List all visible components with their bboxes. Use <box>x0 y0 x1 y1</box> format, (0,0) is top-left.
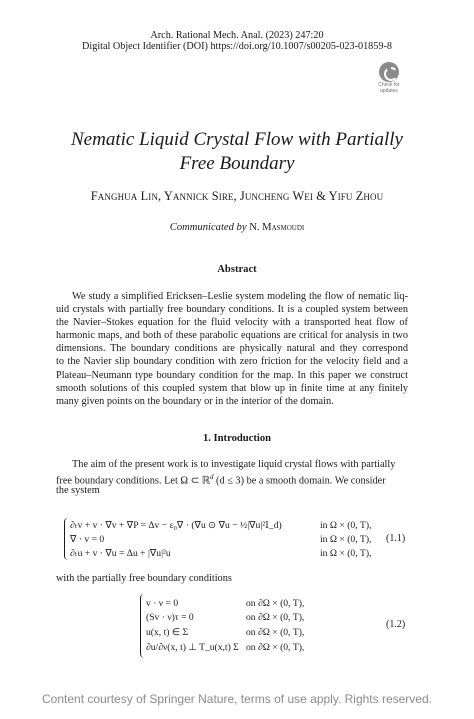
intro-line: free boundary conditions. Let Ω ⊂ ℝ$^d$ (d ≤ 3) be a smooth domain. We consider <box>56 473 386 487</box>
abstract-line: dimensions. The boundary conditions are physically natural and they correspond <box>56 343 408 355</box>
equation-domain: in Ω × (0, T), <box>320 548 372 559</box>
abstract-line: We study a simplified Ericksen–Leslie system modeling the flow of nematic liq- <box>72 291 408 302</box>
check-for-updates-icon <box>379 62 399 82</box>
abstract-line: many given points on the boundary or in the interior of the domain. <box>56 395 334 407</box>
equation-row: ∂ₜu + v · ∇u = Δu + |∇u|²u <box>70 548 171 559</box>
authors-text: Fanghua Lin, Yannick Sire, Juncheng Wei & Yifu Zhou <box>90 189 384 203</box>
equation-row: ∂ₜv + v · ∇v + ∇P = Δv − ε₀∇ · (∇u ⊙ ∇u − ½|∇u|²𝕀_d) <box>70 520 282 531</box>
equation-number: (1.2) <box>386 619 406 630</box>
equation-row: (Sv · ν)τ = 0 <box>146 612 194 623</box>
equation-domain: on ∂Ω × (0, T), <box>246 598 305 609</box>
equation-row: ∂u/∂ν(x, t) ⊥ T_u(x,t) Σ <box>146 642 239 653</box>
equation-number: (1.1) <box>386 533 406 544</box>
badge-line1: Check for <box>378 82 400 88</box>
abstract-line: the Navier–Stokes equation for the fluid velocity with a transported heat flow of <box>56 317 408 329</box>
title-line2: Free Boundary <box>179 153 295 174</box>
equation-row: v · ν = 0 <box>146 598 179 609</box>
with-text: with the partially free boundary conditions <box>56 573 232 584</box>
equation-domain: in Ω × (0, T), <box>320 534 372 545</box>
abstract-line: Plateau–Neumann type boundary condition for the map. In this paper we construct <box>56 369 408 381</box>
check-for-updates-badge[interactable] <box>374 62 404 94</box>
intro-line: the system <box>56 485 100 497</box>
section-heading: 1. Introduction <box>202 433 272 444</box>
abstract-line: harmonic maps, and both of these parabolic equations are critical for analysis in two <box>56 330 408 342</box>
title-line1: Nematic Liquid Crystal Flow with Partially <box>71 129 403 150</box>
abstract-line: to the Navier slip boundary condition with zero friction for the velocity field and a <box>56 356 408 368</box>
equation-row: u(x, t) ∈ Σ <box>146 627 189 638</box>
equation-brace <box>140 594 145 658</box>
equation-domain: on ∂Ω × (0, T), <box>246 642 305 653</box>
communicated-name: N. Masmoudi <box>249 222 305 233</box>
equation-row: ∇ · v = 0 <box>70 534 105 545</box>
author-list <box>0 189 474 204</box>
communicated-prefix: Communicated by <box>169 222 247 233</box>
doi-line[interactable]: Digital Object Identifier (DOI) https://doi.org/10.1007/s00205-023-01859-8 <box>82 41 392 52</box>
intro-paragraph <box>56 458 408 497</box>
journal-citation: Arch. Rational Mech. Anal. (2023) 247:20 <box>150 30 324 41</box>
equation-domain: on ∂Ω × (0, T), <box>246 612 305 623</box>
abstract-line: smooth solutions of this coupled system that blow up in finite time at any finitely <box>56 382 408 394</box>
communicated-by <box>0 222 474 233</box>
equation-domain: on ∂Ω × (0, T), <box>246 627 305 638</box>
abstract-body <box>56 290 408 408</box>
badge-line2: updates <box>380 87 398 94</box>
equation-brace <box>64 518 69 560</box>
abstract-line: uid crystals with partially free boundary conditions. It is a coupled system between <box>56 304 408 316</box>
equation-domain: in Ω × (0, T), <box>320 520 372 531</box>
copyright-footer: Content courtesy of Springer Nature, terms of use apply. Rights reserved. <box>42 692 432 706</box>
abstract-heading: Abstract <box>217 264 257 275</box>
intro-line: The aim of the present work is to investigate liquid crystal flows with partially <box>72 459 396 470</box>
